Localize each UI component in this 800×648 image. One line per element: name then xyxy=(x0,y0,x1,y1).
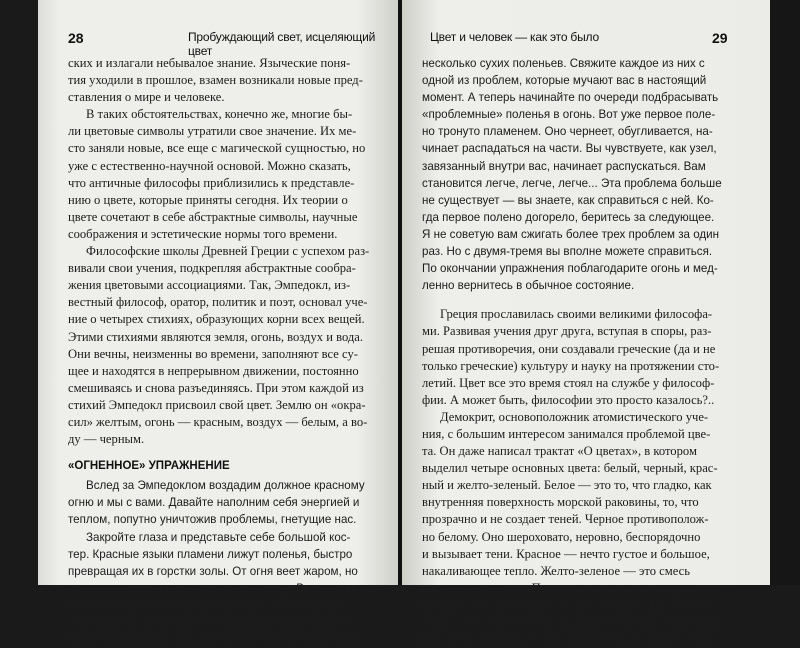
left-exercise-text xyxy=(68,477,383,648)
text-line: Греция прославилась своими великими философа- xyxy=(440,307,713,322)
text-line: момент. А теперь начинайте по очереди подбрасывать xyxy=(422,91,719,105)
text-line: стихий Эмпедокл присвоил свой цвет. Землю он «окра- xyxy=(68,397,366,412)
text-line: теплом, попутно уничтожив проблемы, гнетущие нас. xyxy=(68,513,357,527)
text-line: ставления о мире и человеке. xyxy=(68,90,225,105)
text-line: вивали свои учения, подкрепляя абстрактные сообра- xyxy=(68,261,356,276)
text-line: цвете сочетают в себе абстрактные символы, научные xyxy=(68,209,358,224)
text-line: уже с естественно-научной основой. Можно сказать, xyxy=(68,158,351,173)
text-line: Этими стихиями являются земля, огонь, воздух и вода. xyxy=(68,329,364,344)
right-exercise-text xyxy=(422,55,742,294)
left-page xyxy=(38,0,400,647)
text-line: вестный философ, оратор, политик и поэт, основал уче- xyxy=(68,295,368,310)
text-line: но белому. Оно шероховато, неровно, беспорядочно xyxy=(422,529,701,544)
right-page-number: 29 xyxy=(712,30,728,46)
text-line: По окончании упражнения поблагодарите огонь и мед- xyxy=(422,262,718,276)
right-serif-text xyxy=(422,306,742,648)
page-edge xyxy=(770,0,800,585)
text-line: гда первое полено догорело, беритесь за следующее. xyxy=(422,210,715,224)
text-line: ских и излагали небывалое знание. Языческие поня- xyxy=(68,56,351,70)
right-running-head: Цвет и человек — как это было xyxy=(430,30,599,44)
text-line: накаливающее тепло. Желто-зеленое — это смесь xyxy=(422,563,690,578)
text-line: несколько сухих поленьев. Свяжите каждое из них с xyxy=(422,57,705,70)
text-line: сто заняли новые, все еще с магической сущностью, но xyxy=(68,141,366,156)
text-line: фии. А может быть, философии это просто казалось?.. xyxy=(422,392,715,407)
left-page-number: 28 xyxy=(68,30,84,46)
text-line: летий. Цвет все это время стоял на службе у философ- xyxy=(422,375,715,390)
text-line: жения цветовыми ассоциациями. Так, Эмпедокл, из- xyxy=(68,278,351,293)
left-body xyxy=(68,55,383,648)
text-line: те на костер, слегка прищурив глаза, и постепенно xyxy=(68,598,344,612)
text-line: Философские школы Древней Греции с успехом раз- xyxy=(86,244,370,259)
text-line: сил» желтым, огонь — красным, воздух — белым, а во- xyxy=(68,414,368,429)
text-line: цветов получаются иные, более сложные. Так, золоти- xyxy=(422,597,714,612)
text-line: прозрачно и не создает теней. Черное противополож- xyxy=(422,512,709,527)
text-line: становится легче, легче, легче... Эта проблема больше xyxy=(422,176,722,190)
text-line: Вслед за Эмпедоклом воздадим должное красному xyxy=(86,479,365,493)
text-line: стый — это смесь белого и красного. А при смешении xyxy=(422,615,714,629)
text-line: «проблемные» поленья в огонь. Вот уже первое поле- xyxy=(422,108,716,122)
text-line: чинает распадаться на части. Вы чувствуете, как узел, xyxy=(422,142,717,156)
text-line: раз. Но с двумя-тремя вы вполне можете справиться. xyxy=(422,245,713,259)
text-line: огню и мы с вами. Давайте наполним себя энергией и xyxy=(68,496,360,510)
text-line: что античные философы приблизились к представле- xyxy=(68,175,355,190)
text-line: завязанный внутри вас, начинает распускаться. Вам xyxy=(422,159,706,173)
text-line: ние о четырех стихиях, образующих корни всех вещей. xyxy=(68,312,365,327)
right-page xyxy=(402,0,770,647)
text-line: В таких обстоятельствах, конечно же, многие бы- xyxy=(86,107,353,122)
text-line: одной из проблем, которые мучают вас в настоящий xyxy=(422,74,707,88)
text-line: соображения и эстетические нормы того времени. xyxy=(68,226,338,241)
text-line: вы знаете, что он не причинит вам вреда. Вы смотри- xyxy=(68,581,358,595)
text-line: нию о цвете, которые приняты сегодня. Их теории о xyxy=(68,192,348,207)
exercise-heading: «ОГНЕННОЕ» УПРАЖНЕНИЕ xyxy=(68,460,230,473)
text-line: плотного и пустого. При смешении основных простых xyxy=(422,580,716,595)
text-line: ду — черным. xyxy=(68,432,145,447)
text-line: решая противоречия, они создавали греческие (да и не xyxy=(422,341,716,356)
left-serif-text xyxy=(68,55,383,448)
text-line: та. Он даже написал трактат «О цветах», в котором xyxy=(422,444,697,459)
right-body xyxy=(422,55,742,648)
text-line: только греческие) культуру и науку на протяжении сто- xyxy=(422,358,720,373)
text-line: ния, с большим интересом занимался проблемой цве- xyxy=(422,426,711,441)
text-line: ный и желто-зеленый. Белое — это то, что гладко, как xyxy=(422,478,712,493)
text-line: ли цветовые символы утратили свое значение. Их ме- xyxy=(68,124,357,139)
text-line: ленно вернитесь в обычное состояние. xyxy=(422,279,635,293)
text-line: красного, белого и черного (при большой доле красно- xyxy=(422,632,717,647)
text-line: Закройте глаза и представьте себе большой кос- xyxy=(86,530,351,544)
text-line: Демокрит, основоположник атомистического уче- xyxy=(440,409,709,424)
left-running-head: Пробуждающий свет, исцеляющий цвет xyxy=(188,30,376,58)
text-line: Я не советую вам сжигать более трех проблем за один xyxy=(422,227,720,241)
text-line: лание действовать. Мысленно положите перед собой xyxy=(68,633,359,647)
text-line: тия уходили в прошлое, взамен возникали новые пред- xyxy=(68,73,363,88)
text-line: не существует — вы знаете, как справиться с ней. Ко- xyxy=(422,193,714,207)
text-line: внутренняя поверхность морской раковины, то, что xyxy=(422,495,699,510)
text-line: но тронуто пламенем. Оно чернеет, обугливается, на- xyxy=(422,125,713,139)
text-line: и вызывает тени. Красное — нечто густое и большое, xyxy=(422,546,710,561)
text-line: ми. Развивая учения друг друга, вступая в споры, раз- xyxy=(422,324,712,339)
text-line: превращая их в горстки золы. От огня веет жаром, но xyxy=(68,564,358,578)
text-line: Они вечны, неизменны во времени, заполняют все су- xyxy=(68,346,358,361)
text-line: тер. Красные языки пламени лижут поленья, быстро xyxy=(68,547,353,561)
text-line: смешиваясь и снова разъединяясь. При этом каждой из xyxy=(68,380,364,395)
text-line: выделил четыре основных цвета: белый, черный, крас- xyxy=(422,461,718,476)
text-line: щее и находятся в непрерывном движении, постоянно xyxy=(68,363,359,378)
text-line: согреваетесь. В какой-то момент к вам приходит же- xyxy=(68,616,353,629)
